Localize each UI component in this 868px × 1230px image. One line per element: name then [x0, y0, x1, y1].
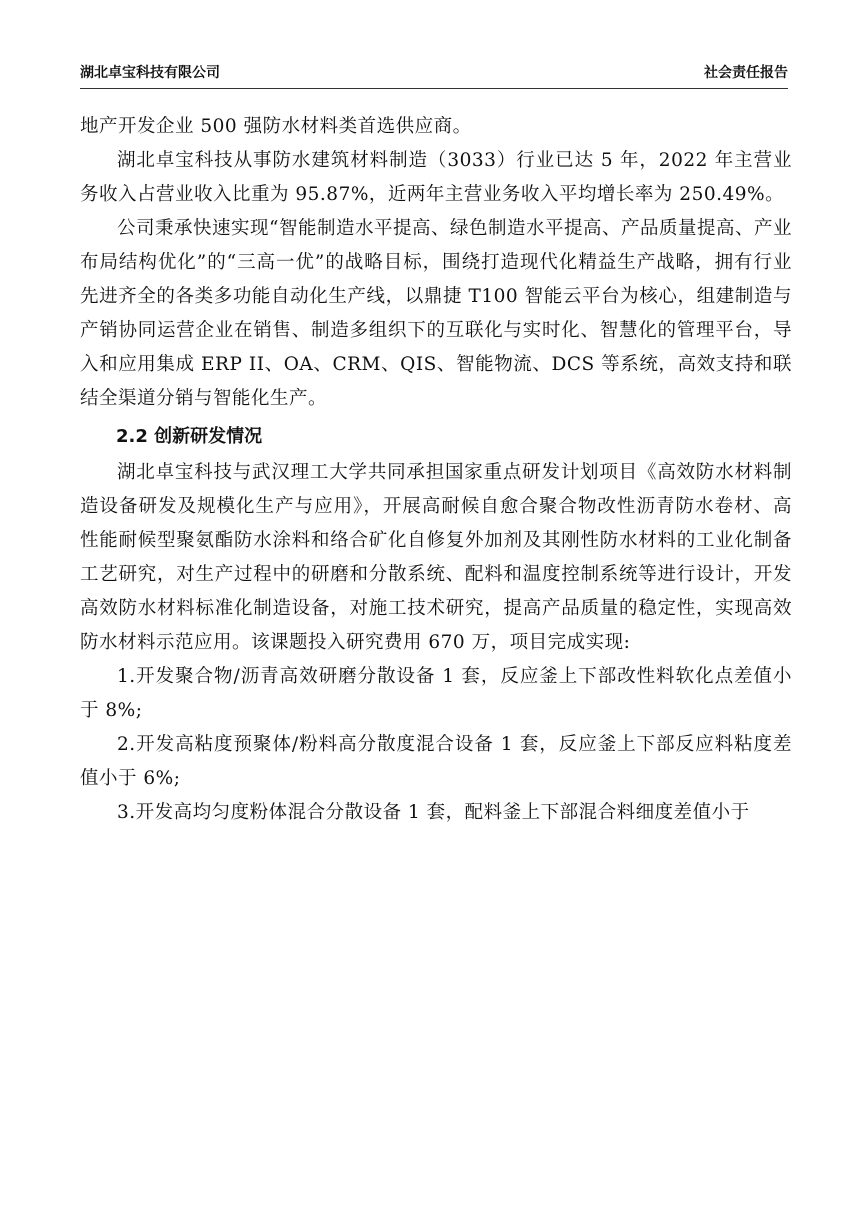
list-item-achievement-1: 1.开发聚合物/沥青高效研磨分散设备 1 套，反应釜上下部改性料软化点差值小于 8%;: [80, 666, 792, 721]
section-heading: 2.2 创新研发情况: [116, 426, 263, 447]
document-body: [80, 110, 792, 830]
page-header: [80, 62, 788, 84]
paragraph-research-project: 湖北卓宝科技与武汉理工大学共同承担国家重点研发计划项目《高效防水材料制造设备研发及规模化生产与应用》，开展高耐候自愈合聚合物改性沥青防水卷材、高性能耐候型聚氨酯防水涂料和络合矿化自修复外加剂及其刚性防水材料的工业化制备工艺研究，对生产过程中的研磨和分散系统、配料和温度控制系统等进行设计，开发高效防水材料标准化制造设备，对施工技术研究，提高产品质量的稳定性，实现高效防水材料示范应用。该课题投入研究费用 670 万，项目完成实现:: [80, 462, 792, 653]
paragraph-strategy: 公司秉承快速实现“智能制造水平提高、绿色制造水平提高、产品质量提高、产业布局结构优化”的“三高一优”的战略目标，围绕打造现代化精益生产战略，拥有行业先进齐全的各类多功能自动化生产线，以鼎捷 T100 智能云平台为核心，组建制造与产销协同运营企业在销售、制造多组织下的互联化与实时化、智慧化的管理平台，导入和应用集成 ERP II、OA、CRM、QIS、智能物流、DCS 等系统，高效支持和联结全渠道分销与智能化生产。: [80, 218, 792, 409]
paragraph-continuation: 地产开发企业 500 强防水材料类首选供应商。: [80, 116, 472, 137]
header-divider: [80, 88, 788, 89]
list-item-achievement-3: 3.开发高均匀度粉体混合分散设备 1 套，配料釜上下部混合料细度差值小于: [117, 802, 750, 823]
header-report-title: 社会责任报告: [704, 65, 788, 81]
header-company-name: 湖北卓宝科技有限公司: [80, 65, 220, 81]
list-item-achievement-2: 2.开发高粘度预聚体/粉料高分散度混合设备 1 套，反应釜上下部反应料粘度差值小于 6%;: [80, 734, 792, 789]
paragraph-business-overview: 湖北卓宝科技从事防水建筑材料制造（3033）行业已达 5 年，2022 年主营业务收入占营业收入比重为 95.87%，近两年主营业务收入平均增长率为 250.49%。: [80, 150, 792, 205]
